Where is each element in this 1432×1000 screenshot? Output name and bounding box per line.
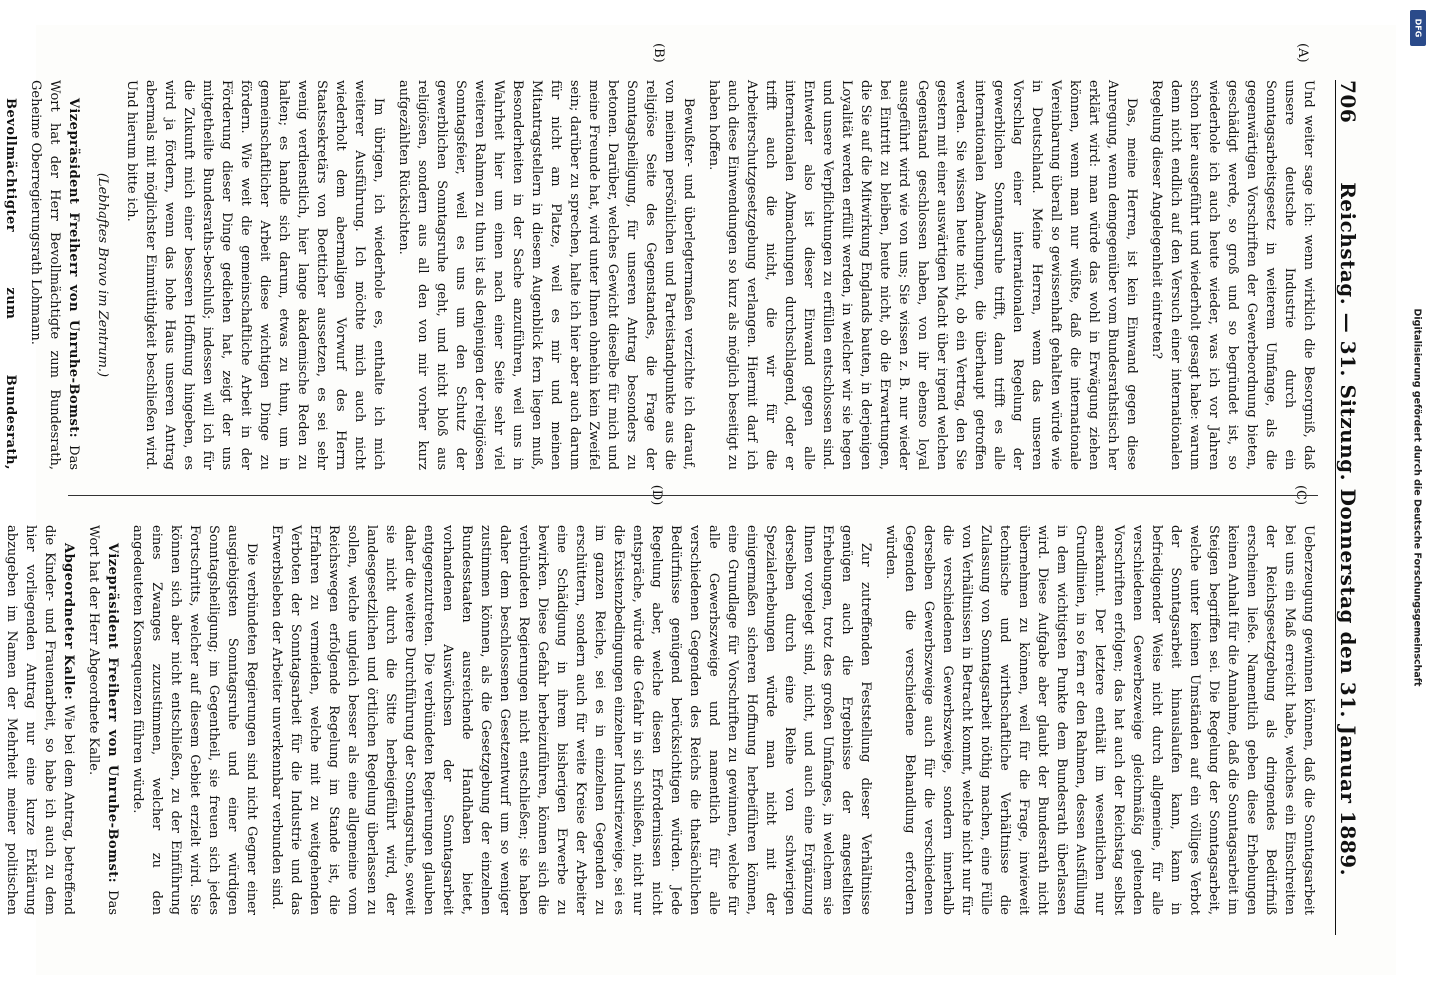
paragraph: Bewußter- und überlegtermaßen verzichte ich darauf, von meinem persönlichen und Parteistandpunkte aus die religiöse Seite des Gegenstandes, die Frage der Sonntagsheiligung, für unseren Antrag besonders zu betonen. Darüber, welches Gewicht dieselbe für mich und meine Freunde hat, wird unter Ihnen ohnehin kein Zweifel sein; darüber zu sprechen, halte ich hier aber auch darum für nicht am Platze, weil es mir und meinen Mitantragstellern in diesem Augenblick fern liegen muß, Besonderheiten in der Sache anzuführen, weil uns in Wahrheit hier um einen nach einer Seite sehr viel weiteren Rahmen zu thun ist als denjenigen der religiösen Sonntagsfeier, weil es uns um den Schutz der gewerblichen Sonntagsruhe geht, und nicht bloß aus religiösen, sondern aus all den von mir vorher kurz aufgezählten Rücksichten. — [396, 80, 696, 470]
margin-marker-b: (B) — [651, 43, 666, 63]
rotated-scanned-page — [3, 25, 1396, 975]
speech-text: Das Wort hat der Herr Abgeordnete Kalle. — [86, 525, 120, 915]
column-divider — [68, 495, 1318, 496]
margin-marker-a: (A) — [1295, 43, 1310, 63]
speaker-name: Bevollmächtigter zum Bundesrath, — [3, 98, 18, 470]
speech-text: Wie bei dem Antrag, betreffend die Kinder- und Frauenarbeit, so habe ich auch zu dem hier vorliegenden Antrag nur eine kurze Erklärung abzugeben im Namen der Mehrheit meiner politischen — [4, 525, 76, 915]
right-column — [4, 525, 1318, 915]
speaker-name: Vizepräsident Freiherr von Unruhe-Bomst: — [66, 98, 81, 439]
dfg-logo — [1410, 10, 1426, 46]
paragraph: Im übrigen, ich wiederhole es, enthalte ich mich weiterer Ausführung. Ich möchte mich auch nicht wiederholt dem abermaligen Vorwurf des Herrn Staatssekretärs von Boetticher aussetzen, es sei sehr wenig verdienstlich, hier lange akademische Reden zu halten; es handle sich darum, etwas zu thun, um in gemeinschaftlicher Arbeit diese wichtigen Dinge zu fördern. Wie weit die gemeinschaftliche Arbeit in der Förderung dieser Dinge gediehen hat, zeigt der uns mitgetheilte Bundesraths-beschluß; indessen will ich für die Zukunft mich einer besseren Hoffnung hingeben, es wird ja fördern, wenn das hohe Haus unseren Antrag abermals mit möglichster Einmüthigkeit beschließen wird. Und hierum bitte ich. — [124, 80, 386, 470]
speaker-name: Abgeordneter Kalle: — [61, 543, 76, 701]
left-column — [3, 80, 1318, 470]
page-header — [1335, 80, 1376, 935]
speaker-paragraph — [0, 80, 20, 470]
page-title: Reichstag. — 31. Sitzung. Donnerstag den 31. Januar 1889. — [1336, 182, 1360, 877]
margin-marker-c: (C) — [1293, 484, 1308, 506]
speaker-paragraph — [0, 525, 78, 915]
speaker-paragraph — [26, 80, 83, 470]
digitization-credit — [1406, 12, 1428, 988]
speech-text: Das Wort hat der Herr Bevollmächtigte zum Bundesrath, Geheime Oberregierungsrath Lohmann. — [28, 80, 81, 470]
speaker-paragraph — [84, 525, 122, 915]
margin-marker-d: (D) — [649, 484, 664, 506]
paragraph: Zur zutreffenden Feststellung dieser Verhältnisse genügen auch die Ergebnisse der angestellten Erhebungen, trotz des großen Umfanges, in welchem sie Ihnen vorgelegt sind, nicht, und auch eine Ergänzung derselben durch eine Reihe von schwierigen Spezialerhebungen würde man nicht mit der einigermaßen sicheren Hoffnung herbeiführen können, eine Grundlage für Vorschriften zu gewinnen, welche für alle Gewerbszweige und namentlich für alle verschiedenen Gegenden des Reichs die thatsächlichen Bedürfnisse genügend berücksichtigen würden. Jede Regelung aber, welche diesen Erfordernissen nicht entspräche, würde die Gefahr in sich schließen, nicht nur die Existenzbedingungen einzelner Industriezweige, sei es im ganzen Reiche, sei es in einzelnen Gegenden zu erschüttern, sondern auch für weite Kreise der Arbeiter eine Schädigung in ihrem bisherigen Erwerbe zu bewirken. Diese Gefahr herbeizuführen, können sich die verbündeten Regierungen nicht entschließen; sie haben daher dem beschlossenen Gesetzentwurf um so weniger zustimmen können, als die Gesetzgebung der einzelnen Bundesstaaten ausreichende Handhaben bietet, vorhandenen Auswüchsen der Sonntagsarbeit entgegenzutreten. Die verbündeten Regierungen glauben daher die weitere Durchführung der Sonntagsruhe, soweit sie nicht durch die Sitte herbeigeführt wird, der landesgesetzlichen und örtlichen Regelung überlassen zu sollen, welche ungleich besser als eine allgemeine vom Reichswegen erfolgende Regelung im Stande ist, die Erfahren zu vermeiden, welche mit zu weitgehenden Verboten der Sonntagsarbeit für die Industrie und das Erwerbsleben der Arbeiter unverkennbar verbunden sind. — [269, 525, 873, 915]
page-number: 706 — [1336, 80, 1360, 124]
paragraph: Das, meine Herren, ist kein Einwand gegen diese Anregung, wenn demgegenüber vom Bundesrathstisch her erklärt wird: man würde das wohl in Erwägung ziehen können, wenn man nur wüßte, daß die internationale Vereinbarung überall so gewissenhaft gehalten würde wie in Deutschland. Meine Herren, wenn das unseren Vorschlag einer internationalen Regelung der gewerblichen Sonntagsruhe trifft, dann trifft es alle internationalen Abmachungen, die überhaupt getroffen werden. Sie wissen heute nicht, ob ein Vertrag, den Sie gestern mit einer auswärtigen Macht über irgend welchen Gegenstand geschlossen haben, von ihr ebenso loyal ausgeführt wird wie von uns; Sie wissen z. B. nur wieder bei Eintritt zu bleiben, heute nicht, ob die Erwartungen, die Sie auf die Mitwirkung Englands bauten, in derjenigen Loyalität werden erfüllt werden, in welcher wir sie hegen und unsere Verpflichtungen zu erfüllen entschlossen sind. Entweder also ist dieser Einwand gegen alle internationalen Abmachungen durchschlagend, oder er trifft auch die nicht, die wir für die Arbeiterschutzgesetzgebung verlangen. Hiermit darf ich auch diese Einwendungen so kurz als möglich beseitigt zu haben hoffen. — [706, 80, 1139, 470]
paragraph: Und weiter sage ich: wenn wirklich die Besorgniß, daß unsere deutsche Industrie durch ein Sonntagsarbeitsgesetz in weiterem Umfange, als die gegenwärtigen Vorschriften der Gewerbeordnung bieten, geschädigt werde, so groß und so begründet ist, so wiederhole ich auch heute wieder, was ich vor Jahren schon hier ausgeführt und wiederholt gesagt habe: warum denn nicht endlich auf den Versuch einer internationalen Regelung dieser Angelegenheit eintreten? — [1149, 80, 1316, 470]
dfg-logo-text: DFG — [1413, 18, 1423, 38]
paragraph: Ueberzeugung gewinnen können, daß die Sonntagsarbeit bei uns ein Maß erreicht habe, welches ein Einschreiten der Reichsgesetzgebung als dringendes Bedürfniß erscheinen ließe. Namentlich geben diese Erhebungen keinen Anhalt für die Annahme, daß die Sonntagsarbeit im Steigen begriffen sei. Die Regelung der Sonntagsarbeit, welche unter keinen Umständen auf ein völliges Verbot der Sonntagsarbeit hinauslaufen kann, kann in befriedigender Weise nicht durch allgemeine, für alle verschiedenen Gewerbezweige gleichmäßig geltenden Vorschriften erfolgen; das hat auch der Reichstag selbst anerkannt. Der letztere enthält im wesentlichen nur Grundlinien, in so fern er den Rahmen, dessen Ausfüllung in dem wichtigsten Punkte dem Bundesrath überlassen wird. Diese Aufgabe aber glaubt der Bundesrath nicht übernehmen zu können, weil für die Frage, inwieweit technische und wirthschaftliche Verhältnisse die Zulassung von Sonntagsarbeit nöthig machen, eine Fülle von Verhältnissen in Betracht kommt, welche nicht nur für die verschiedenen Gewerbszweige, sondern innerhalb derselben Gewerbszweige auch für die verschiedenen Gegenden die verschiedene Behandlung erfordern würden. — [883, 525, 1316, 915]
applause-note: (Lebhaftes Bravo im Zentrum.) — [95, 172, 110, 378]
paragraph: Die verbündeten Regierungen sind nicht Gegner einer ausgiebigsten Sonntagsruhe und einer würdigen Sonntagsheiligung; im Gegentheil, sie freuen sich jedes Fortschritts, welcher auf diesem Gebiet erzielt wird. Sie können sich aber nicht entschließen, zu der Einführung eines Zwanges zuzustimmen, welcher zu den angedeuteten Konsequenzen führen würde. — [130, 525, 259, 915]
credit-text: Digitalisierung gefördert durch die Deutsche Forschungsgemeinschaft — [1411, 308, 1423, 687]
speaker-name: Vizepräsident Freiherr von Unruhe-Bomst: — [105, 543, 120, 884]
